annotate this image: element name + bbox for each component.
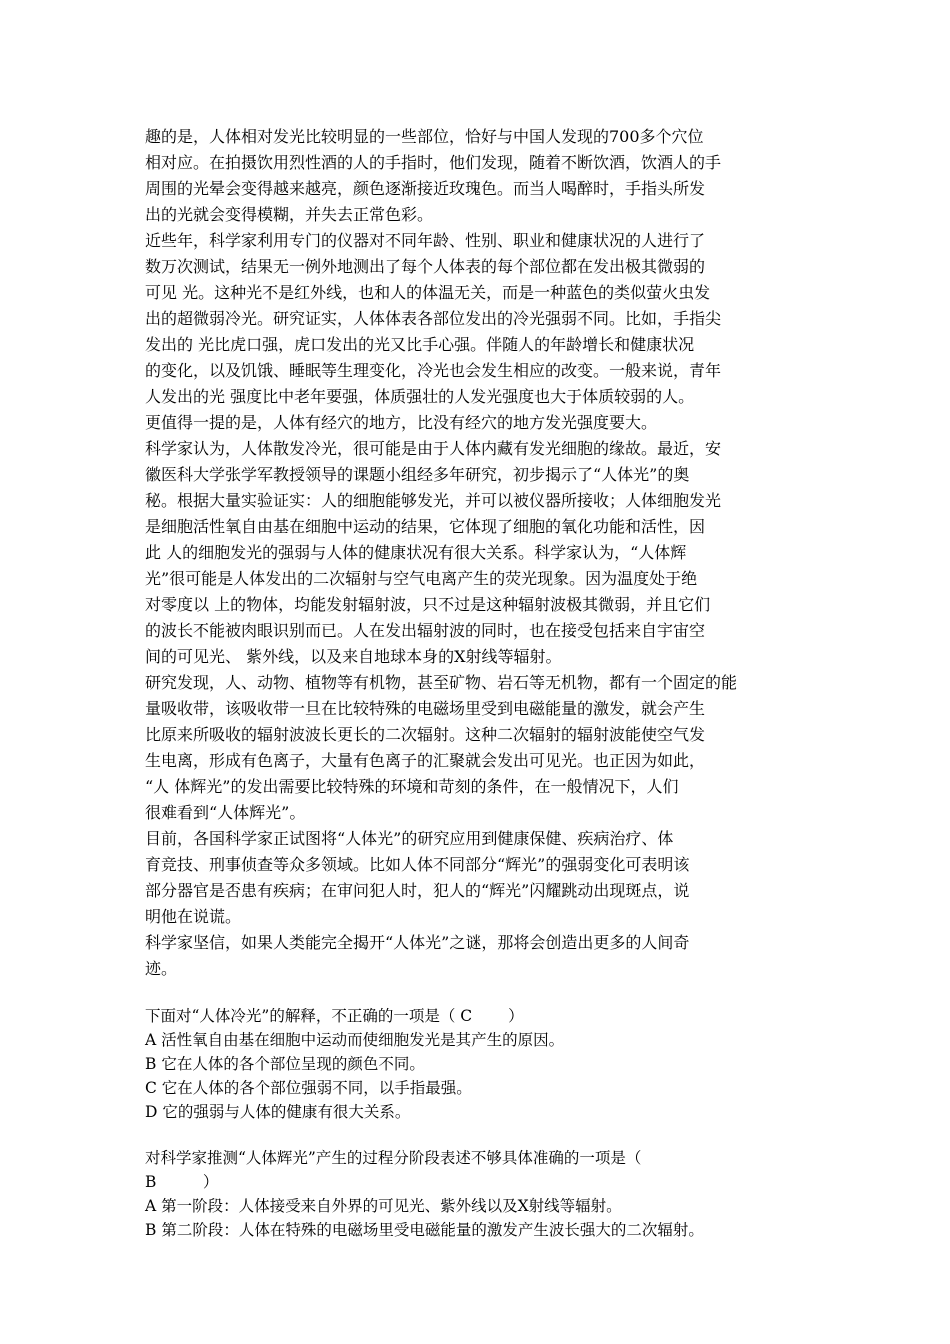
text-line: 周围的光晕会变得越来越亮，颜色逐渐接近玫瑰色。而当人喝醉时，手指头所发: [145, 179, 706, 198]
text-line: 出的超微弱冷光。研究证实，人体体表各部位发出的冷光强弱不同。比如，手指尖: [145, 309, 722, 328]
question-stem: 对科学家推测“人体辉光”产生的过程分阶段表述不够具体准确的一项是（: [145, 1149, 642, 1167]
spacer: [145, 1124, 821, 1146]
answer-option: C 它在人体的各个部位强弱不同，以手指最强。: [145, 1079, 472, 1097]
paragraph: [145, 228, 821, 436]
text-line: 比原来所吸收的辐射波波长更长的二次辐射。这种二次辐射的辐射波能使空气发: [145, 725, 706, 744]
text-line: 光”很可能是人体发出的二次辐射与空气电离产生的荧光现象。因为温度处于绝: [145, 569, 698, 588]
question-stem: 下面对“人体冷光”的解释，不正确的一项是（ C ）: [145, 1007, 524, 1025]
text-line: 量吸收带，该吸收带一旦在比较特殊的电磁场里受到电磁能量的激发，就会产生: [145, 699, 706, 718]
text-line: 相对应。在拍摄饮用烈性酒的人的手指时，他们发现，随着不断饮酒，饮酒人的手: [145, 153, 722, 172]
answer-option: A 第一阶段：人体接受来自外界的可见光、紫外线以及X射线等辐射。: [145, 1197, 622, 1215]
text-line: 徽医科大学张学军教授领导的课题小组经多年研究，初步揭示了“人体光”的奥: [145, 465, 690, 484]
question-block: [145, 1146, 821, 1242]
paragraph: [145, 930, 821, 982]
question-block: [145, 1004, 821, 1124]
article-body: [145, 124, 821, 982]
text-line: 更值得一提的是，人体有经穴的地方，比没有经穴的地方发光强度要大。: [145, 413, 658, 432]
text-line: 人发出的光 强度比中老年要强，体质强壮的人发光强度也大于体质较弱的人。: [145, 387, 695, 406]
document-page: [145, 124, 821, 1242]
text-line: 可见 光。这种光不是红外线，也和人的体温无关，而是一种蓝色的类似萤火虫发: [145, 283, 711, 302]
question-stem: B ）: [145, 1173, 219, 1191]
text-line: 很难看到“人体辉光”。: [145, 803, 306, 822]
text-line: 的波长不能被肉眼识别而已。人在发出辐射波的同时，也在接受包括来自宇宙空: [145, 621, 706, 640]
text-line: 迹。: [145, 959, 178, 978]
text-line: 科学家坚信，如果人类能完全揭开“人体光”之谜，那将会创造出更多的人间奇: [145, 933, 690, 952]
paragraph: [145, 826, 821, 930]
text-line: 发出的 光比虎口强，虎口发出的光又比手心强。伴随人的年龄增长和健康状况: [145, 335, 695, 354]
answer-option: B 它在人体的各个部位呈现的颜色不同。: [145, 1055, 425, 1073]
text-line: 趣的是，人体相对发光比较明显的一些部位，恰好与中国人发现的700多个穴位: [145, 127, 704, 146]
text-line: 秘。根据大量实验证实：人的细胞能够发光，并可以被仪器所接收；人体细胞发光: [145, 491, 722, 510]
paragraph: [145, 670, 821, 826]
text-line: 育竞技、刑事侦查等众多领域。比如人体不同部分“辉光”的强弱变化可表明该: [145, 855, 690, 874]
answer-option: B 第二阶段：人体在特殊的电磁场里受电磁能量的激发产生波长强大的二次辐射。: [145, 1221, 704, 1239]
text-line: 科学家认为，人体散发冷光，很可能是由于人体内藏有发光细胞的缘故。最近，安: [145, 439, 722, 458]
text-line: 明他在说谎。: [145, 907, 242, 926]
text-line: 间的可见光、 紫外线，以及来自地球本身的X射线等辐射。: [145, 647, 562, 666]
text-line: 生电离，形成有色离子，大量有色离子的汇聚就会发出可见光。也正因为如此，: [145, 751, 706, 770]
spacer: [145, 982, 821, 1004]
text-line: 是细胞活性氧自由基在细胞中运动的结果，它体现了细胞的氧化功能和活性，因: [145, 517, 706, 536]
text-line: 目前，各国科学家正试图将“人体光”的研究应用到健康保健、疾病治疗、体: [145, 829, 674, 848]
answer-option: A 活性氧自由基在细胞中运动而使细胞发光是其产生的原因。: [145, 1031, 565, 1049]
text-line: “人 体辉光”的发出需要比较特殊的环境和苛刻的条件，在一般情况下，人们: [145, 777, 679, 796]
text-line: 数万次测试，结果无一例外地测出了每个人体表的每个部位都在发出极其微弱的: [145, 257, 706, 276]
text-line: 研究发现，人、动物、植物等有机物，甚至矿物、岩石等无机物，都有一个固定的能: [145, 673, 738, 692]
text-line: 对零度以 上的物体，均能发射辐射波，只不过是这种辐射波极其微弱，并且它们: [145, 595, 711, 614]
text-line: 此 人的细胞发光的强弱与人体的健康状况有很大关系。科学家认为，“人体辉: [145, 543, 687, 562]
text-line: 出的光就会变得模糊，并失去正常色彩。: [145, 205, 434, 224]
answer-option: D 它的强弱与人体的健康有很大关系。: [145, 1103, 411, 1121]
paragraph: [145, 436, 821, 670]
text-line: 近些年，科学家利用专门的仪器对不同年龄、性别、职业和健康状况的人进行了: [145, 231, 706, 250]
text-line: 的变化，以及饥饿、睡眠等生理变化，冷光也会发生相应的改变。一般来说，青年: [145, 361, 722, 380]
text-line: 部分器官是否患有疾病；在审问犯人时，犯人的“辉光”闪耀跳动出现斑点，说: [145, 881, 690, 900]
paragraph: [145, 124, 821, 228]
